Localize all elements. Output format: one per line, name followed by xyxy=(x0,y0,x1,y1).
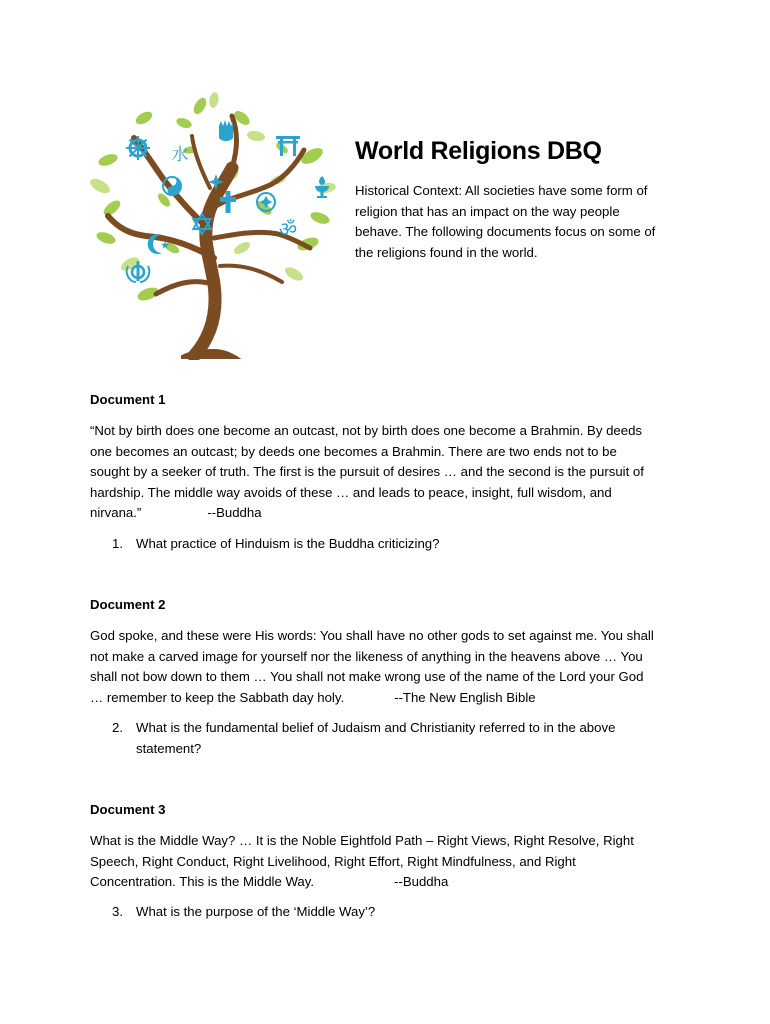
world-religions-tree-image xyxy=(82,88,338,360)
unitarian-chalice-icon xyxy=(315,176,329,198)
quote-line: What is the Middle Way? … It is the Noble Eightfold Path – Right Views, Right Resolve, Right xyxy=(90,833,634,848)
religious-symbols xyxy=(126,120,329,282)
quote-last-line: nirvana.” xyxy=(90,505,142,520)
question-3 xyxy=(112,902,682,923)
leaf xyxy=(97,152,119,168)
leaf xyxy=(95,230,117,246)
hamsa-icon xyxy=(219,120,233,141)
leaf xyxy=(232,240,252,257)
quote-line xyxy=(90,503,690,524)
question-text xyxy=(136,718,615,759)
quote-line: “Not by birth does one become an outcast, not by birth does one become a Brahmin. By deeds xyxy=(90,423,643,438)
context-line: religion that has an impact on the way people xyxy=(355,203,620,219)
leaf xyxy=(246,130,265,143)
quote-line: sought by a seeker of truth. The first is the pursuit of desires … and the second is the pursuit of xyxy=(90,464,644,479)
document-2-heading: Document 2 xyxy=(90,597,166,612)
leaf xyxy=(309,210,331,226)
leaf xyxy=(208,91,220,108)
quote-last-line: Concentration. This is the Middle Way. xyxy=(90,874,315,889)
question-text xyxy=(136,534,439,555)
question-number: 2. xyxy=(112,720,123,735)
leaf xyxy=(88,176,113,197)
attribution: --The New English Bible xyxy=(394,689,536,705)
quote-line xyxy=(90,872,690,893)
leaf xyxy=(101,198,123,219)
question-number: 1. xyxy=(112,536,123,551)
quote-line: shall not bow down to them … You shall not make wrong use of the name of the Lord your God xyxy=(90,669,644,684)
question-number: 3. xyxy=(112,904,123,919)
document-2-quote xyxy=(90,626,690,708)
quote-line: hardship. The middle way avoids of these … and leads to peace, insight, full wisdom, and xyxy=(90,484,612,500)
quote-last-line: … remember to keep the Sabbath day holy. xyxy=(90,689,345,705)
quote-line: Speech, Right Conduct, Right Livelihood, Right Effort, Right Mindfulness, and Right xyxy=(90,853,576,869)
dharma-wheel-icon xyxy=(126,136,150,160)
om-icon: ॐ xyxy=(278,217,298,241)
context-line: behave. The following documents focus on some of xyxy=(355,224,656,239)
question-text xyxy=(136,902,375,923)
context-line: the religions found in the world. xyxy=(355,244,538,260)
document-3-heading: Document 3 xyxy=(90,802,166,817)
document-1-heading: Document 1 xyxy=(90,392,166,407)
historical-context xyxy=(355,181,695,263)
attribution: --Buddha xyxy=(207,505,262,520)
question-line: statement? xyxy=(136,740,202,756)
attribution: --Buddha xyxy=(394,874,449,889)
question-line: What is the fundamental belief of Judaism and Christianity referred to in the above xyxy=(136,720,616,735)
context-line: Historical Context: All societies have some form of xyxy=(355,183,648,198)
document-1-quote xyxy=(90,421,690,524)
quote-line: God spoke, and these were His words: You shall have no other gods to set against me. You shall xyxy=(90,628,654,643)
question-line: What is the purpose of the ‘Middle Way’? xyxy=(136,904,376,919)
question-1 xyxy=(112,534,682,555)
leaf xyxy=(175,116,193,130)
quote-line: one becomes an outcast; by deeds one becomes a Brahmin. There are two ends not to be xyxy=(90,443,617,459)
quote-line: not make a carved image for yourself nor the likeness of anything in the heavens above … You xyxy=(90,648,643,664)
water-kanji-icon: 水 xyxy=(171,145,189,165)
quote-line xyxy=(90,688,690,709)
leaf xyxy=(134,109,155,127)
leaf xyxy=(283,265,305,284)
question-line: What practice of Hinduism is the Buddha criticizing? xyxy=(136,536,440,551)
question-2 xyxy=(112,718,682,759)
page-title: World Religions DBQ xyxy=(355,137,602,165)
document-3-quote xyxy=(90,831,690,893)
leaf xyxy=(191,96,209,117)
